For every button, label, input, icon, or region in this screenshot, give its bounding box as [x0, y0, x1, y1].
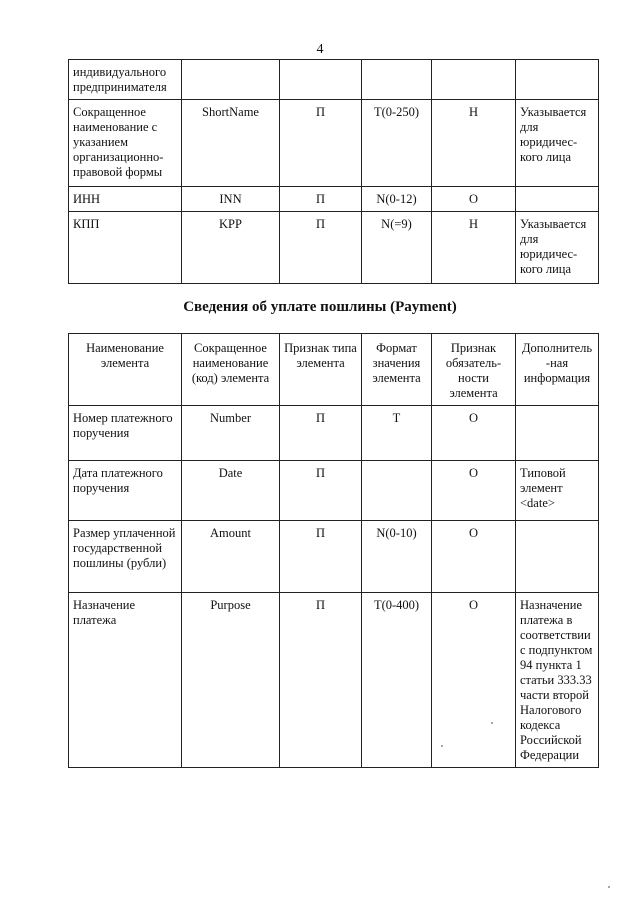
- scan-speck: [491, 722, 493, 724]
- table-cell: О: [432, 187, 516, 212]
- table-cell: [516, 406, 599, 461]
- table-cell: индивидуального предпринимателя: [69, 60, 182, 100]
- table-cell: О: [432, 461, 516, 521]
- table-cell: N(=9): [362, 212, 432, 284]
- table-header-row: [69, 334, 599, 406]
- table-row: [69, 100, 599, 187]
- table-row: [69, 60, 599, 100]
- page-number: 4: [316, 42, 324, 57]
- table-cell: INN: [182, 187, 280, 212]
- column-header: Сокращенное наименование (код) элемента: [182, 334, 280, 406]
- table-cell: О: [432, 593, 516, 768]
- section-title: Сведения об уплате пошлины (Payment): [183, 299, 457, 315]
- table-cell: [362, 60, 432, 100]
- table-cell: Дата платежного поручения: [69, 461, 182, 521]
- table-cell: Number: [182, 406, 280, 461]
- scan-speck: [441, 745, 443, 747]
- table-cell: ИНН: [69, 187, 182, 212]
- table-row: [69, 212, 599, 284]
- table-cell: П: [280, 593, 362, 768]
- column-header: Дополнитель-ная информация: [516, 334, 599, 406]
- column-header: Признак типа элемента: [280, 334, 362, 406]
- scan-speck: [608, 886, 610, 888]
- table-cell: Н: [432, 212, 516, 284]
- table-cell: П: [280, 187, 362, 212]
- table-cell: [182, 60, 280, 100]
- table-cell: КПП: [69, 212, 182, 284]
- table-cell: Н: [432, 100, 516, 187]
- table-cell: [280, 60, 362, 100]
- table-cell: Amount: [182, 521, 280, 593]
- table-cell: [516, 187, 599, 212]
- table-cell: О: [432, 521, 516, 593]
- table-cell: ShortName: [182, 100, 280, 187]
- table-cell: Указывается для юридичес-кого лица: [516, 100, 599, 187]
- table-row: [69, 187, 599, 212]
- table-cell: Указывается для юридичес-кого лица: [516, 212, 599, 284]
- table-cell: П: [280, 212, 362, 284]
- column-header: Признак обязатель-ности элемента: [432, 334, 516, 406]
- table-cell: N(0-12): [362, 187, 432, 212]
- table-cell: T: [362, 406, 432, 461]
- table-cell: [516, 521, 599, 593]
- table-row: [69, 593, 599, 768]
- column-header: Формат значения элемента: [362, 334, 432, 406]
- table-cell: N(0-10): [362, 521, 432, 593]
- column-header: Наименование элемента: [69, 334, 182, 406]
- table-cell: KPP: [182, 212, 280, 284]
- table-cell: [362, 461, 432, 521]
- table-cell: T(0-250): [362, 100, 432, 187]
- table-cell: [432, 60, 516, 100]
- table-row: [69, 406, 599, 461]
- table-cell: Назначение платежа в соответствии с подпунктом 94 пункта 1 статьи 333.33 части второй Налогового кодекса Российской Федерации: [516, 593, 599, 768]
- table-cell: Date: [182, 461, 280, 521]
- table-cell: Сокращенное наименование с указанием организационно-правовой формы: [69, 100, 182, 187]
- table-cell: [516, 60, 599, 100]
- table-cell: Purpose: [182, 593, 280, 768]
- table-row: [69, 521, 599, 593]
- table-cell: Типовой элемент <date>: [516, 461, 599, 521]
- table-cell: П: [280, 461, 362, 521]
- table-cell: П: [280, 521, 362, 593]
- table-row: [69, 461, 599, 521]
- table-cell: Номер платежного поручения: [69, 406, 182, 461]
- payment-elements-table: [68, 333, 599, 768]
- table-cell: Назначение платежа: [69, 593, 182, 768]
- table-cell: О: [432, 406, 516, 461]
- table-cell: П: [280, 406, 362, 461]
- elements-table-continued: [68, 59, 599, 284]
- table-cell: Размер уплаченной государственной пошлины (рубли): [69, 521, 182, 593]
- table-cell: П: [280, 100, 362, 187]
- table-cell: T(0-400): [362, 593, 432, 768]
